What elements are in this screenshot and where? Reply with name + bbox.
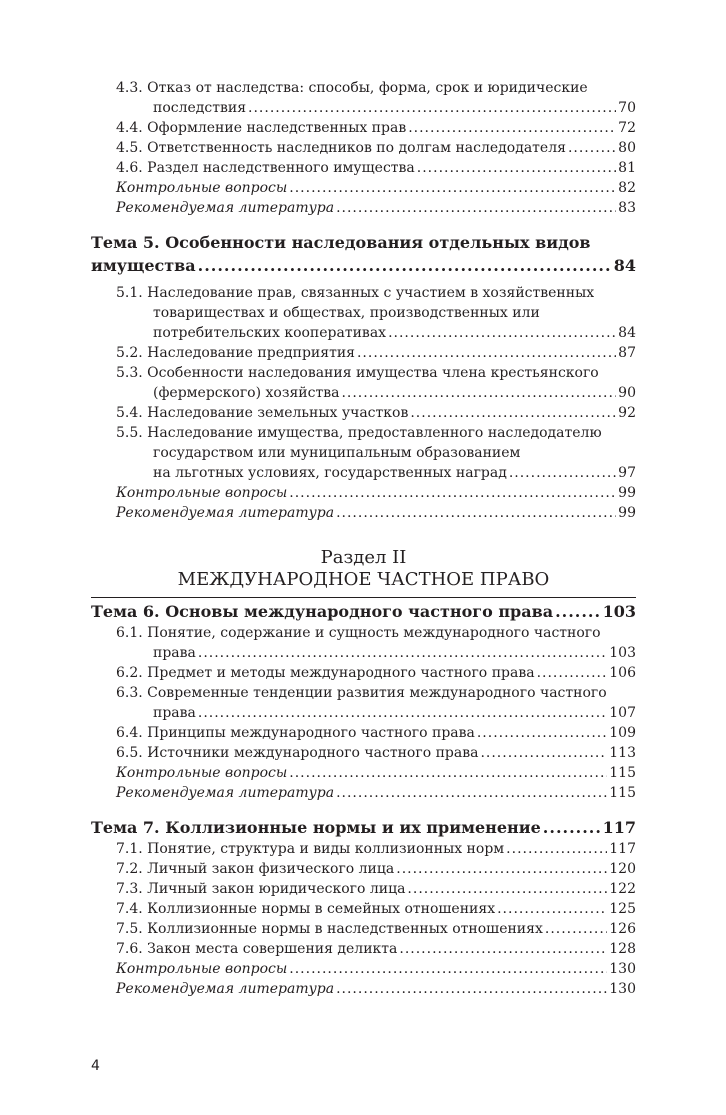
dot-leader	[336, 198, 616, 218]
dot-leader	[407, 879, 607, 899]
toc-page-number: 106	[609, 665, 636, 681]
toc-topic-6[interactable]	[91, 600, 636, 623]
table-of-contents	[91, 78, 636, 999]
toc-page-number: 115	[609, 765, 636, 781]
toc-entry-title: 4.5. Ответственность наследников по долгам наследодателя	[116, 140, 566, 156]
toc-page-number: 90	[618, 385, 636, 401]
toc-page-number: 70	[618, 100, 636, 116]
toc-entry-title: 7.6. Закон места совершения деликта	[116, 941, 398, 957]
toc-entry-6-2[interactable]	[91, 663, 636, 683]
page-number: 4	[91, 1058, 100, 1074]
dot-leader	[357, 343, 616, 363]
dot-leader	[198, 703, 607, 723]
toc-entry-title: 5.1. Наследование прав, связанных с участием в хозяйственных	[116, 285, 595, 301]
toc-entry-title: 5.3. Особенности наследования имущества члена крестьянского	[116, 365, 599, 381]
toc-topic-title: имущества	[91, 256, 196, 275]
toc-entry-4-3[interactable]	[91, 78, 636, 118]
dot-leader	[341, 383, 616, 403]
toc-entry-literature-4[interactable]	[91, 198, 636, 218]
toc-page-number: 83	[618, 200, 636, 216]
toc-entry-title: последствия	[153, 100, 247, 116]
dot-leader	[537, 663, 608, 683]
toc-entry-7-1[interactable]	[91, 839, 636, 859]
toc-page-number: 80	[618, 140, 636, 156]
toc-entry-title: 6.5. Источники международного частного права	[116, 745, 479, 761]
toc-page-number: 81	[618, 160, 636, 176]
toc-entry-title: 7.2. Личный закон физического лица	[116, 861, 395, 877]
toc-entry-7-6[interactable]	[91, 939, 636, 959]
dot-leader	[399, 939, 607, 959]
toc-entry-title: государством или муниципальным образованием	[153, 445, 521, 461]
toc-page-number: 125	[609, 901, 636, 917]
dot-leader	[568, 138, 616, 158]
toc-entry-title: Контрольные вопросы	[116, 961, 288, 977]
toc-entry-4-4[interactable]	[91, 118, 636, 138]
toc-entry-title: 4.6. Раздел наследственного имущества	[116, 160, 415, 176]
toc-entry-title: 7.1. Понятие, структура и виды коллизионных норм	[116, 841, 505, 857]
dot-leader	[336, 503, 616, 523]
toc-entry-title: 6.4. Принципы международного частного права	[116, 725, 475, 741]
toc-entry-6-4[interactable]	[91, 723, 636, 743]
toc-entry-title: 6.1. Понятие, содержание и сущность международного частного	[116, 625, 601, 641]
toc-entry-title: товариществах и обществах, производственных или	[153, 305, 540, 321]
toc-page-number: 97	[618, 465, 636, 481]
toc-page-number: 92	[618, 405, 636, 421]
toc-page-number: 120	[609, 861, 636, 877]
dot-leader	[555, 600, 601, 623]
toc-entry-title: 7.3. Личный закон юридического лица	[116, 881, 406, 897]
toc-entry-title: 7.5. Коллизионные нормы в наследственных отношениях	[116, 921, 543, 937]
toc-entry-title: 7.4. Коллизионные нормы в семейных отношениях	[116, 901, 496, 917]
toc-page-number: 103	[602, 602, 636, 621]
toc-page-number: 103	[609, 645, 636, 661]
toc-entry-title: 4.3. Отказ от наследства: способы, форма, срок и юридические	[116, 80, 588, 96]
toc-entry-literature-7[interactable]	[91, 979, 636, 999]
toc-entry-6-5[interactable]	[91, 743, 636, 763]
dot-leader	[289, 483, 616, 503]
toc-entry-5-3[interactable]	[91, 363, 636, 403]
dot-leader	[198, 643, 607, 663]
dot-leader	[396, 859, 607, 879]
toc-entry-literature-5[interactable]	[91, 503, 636, 523]
dot-leader	[506, 839, 607, 859]
toc-entry-title: Контрольные вопросы	[116, 180, 288, 196]
dot-leader	[477, 723, 607, 743]
toc-page-number: 109	[609, 725, 636, 741]
section-title: МЕЖДУНАРОДНОЕ ЧАСТНОЕ ПРАВО	[177, 569, 550, 590]
dot-leader	[198, 254, 612, 277]
toc-page-number: 117	[602, 818, 636, 837]
toc-entry-title: права	[153, 645, 196, 661]
toc-entry-title: Контрольные вопросы	[116, 485, 288, 501]
toc-page-number: 84	[613, 256, 636, 275]
toc-page-number: 99	[618, 505, 636, 521]
dot-leader	[388, 323, 616, 343]
toc-entry-7-2[interactable]	[91, 859, 636, 879]
toc-page-number: 117	[609, 841, 636, 857]
toc-entry-title: 6.2. Предмет и методы международного частного права	[116, 665, 535, 681]
toc-entry-literature-6[interactable]	[91, 783, 636, 803]
dot-leader	[480, 743, 607, 763]
toc-entry-title: 6.3. Современные тенденции развития международного частного	[116, 685, 607, 701]
toc-page-number: 82	[618, 180, 636, 196]
dot-leader	[336, 783, 607, 803]
dot-leader	[336, 979, 607, 999]
toc-entry-questions-7[interactable]	[91, 959, 636, 979]
toc-entry-title: Рекомендуемая литература	[116, 785, 335, 801]
toc-entry-title: 5.4. Наследование земельных участков	[116, 405, 409, 421]
toc-entry-4-6[interactable]	[91, 158, 636, 178]
toc-entry-5-2[interactable]	[91, 343, 636, 363]
toc-page-number: 128	[609, 941, 636, 957]
dot-leader	[497, 899, 607, 919]
dot-leader	[289, 178, 616, 198]
toc-page-number: 126	[609, 921, 636, 937]
toc-entry-questions-5[interactable]	[91, 483, 636, 503]
dot-leader	[543, 816, 601, 839]
toc-page-number: 130	[609, 981, 636, 997]
toc-entry-title: 4.4. Оформление наследственных прав	[116, 120, 407, 136]
dot-leader	[289, 763, 607, 783]
toc-entry-title: потребительских кооперативах	[153, 325, 387, 341]
toc-topic-7[interactable]	[91, 816, 636, 839]
toc-page-number: 115	[609, 785, 636, 801]
toc-entry-5-4[interactable]	[91, 403, 636, 423]
toc-entry-title: Рекомендуемая литература	[116, 505, 335, 521]
toc-page-number: 84	[618, 325, 636, 341]
toc-entry-5-5[interactable]	[91, 423, 636, 483]
dot-leader	[509, 463, 616, 483]
toc-entry-title: Контрольные вопросы	[116, 765, 288, 781]
toc-entry-title: права	[153, 705, 196, 721]
dot-leader	[289, 959, 607, 979]
dot-leader	[545, 919, 607, 939]
toc-page-number: 113	[609, 745, 636, 761]
toc-entry-7-3[interactable]	[91, 879, 636, 899]
dot-leader	[417, 158, 616, 178]
toc-entry-title: 5.5. Наследование имущества, предоставленного наследодателю	[116, 425, 602, 441]
toc-entry-questions-6[interactable]	[91, 763, 636, 783]
toc-page-number: 99	[618, 485, 636, 501]
toc-topic-title: Тема 6. Основы международного частного права	[91, 602, 554, 621]
toc-entry-title: Рекомендуемая литература	[116, 981, 335, 997]
toc-entry-title: на льготных условиях, государственных наград	[153, 465, 507, 481]
toc-topic-5[interactable]	[91, 231, 636, 277]
toc-page-number: 107	[609, 705, 636, 721]
toc-page-number: 130	[609, 961, 636, 977]
toc-entry-4-5[interactable]	[91, 138, 636, 158]
toc-topic-title: Тема 5. Особенности наследования отдельных видов	[91, 233, 591, 252]
toc-page-number: 72	[618, 120, 636, 136]
toc-entry-6-1[interactable]	[91, 623, 636, 663]
toc-entry-title: Рекомендуемая литература	[116, 200, 335, 216]
toc-page-number: 122	[609, 881, 636, 897]
dot-leader	[410, 403, 616, 423]
toc-entry-7-5[interactable]	[91, 919, 636, 939]
toc-entry-5-1[interactable]	[91, 283, 636, 343]
toc-entry-7-4[interactable]	[91, 899, 636, 919]
dot-leader	[248, 98, 616, 118]
dot-leader	[408, 118, 616, 138]
section-divider	[91, 597, 636, 598]
toc-page-number: 87	[618, 345, 636, 361]
toc-entry-6-3[interactable]	[91, 683, 636, 723]
toc-entry-title: 5.2. Наследование предприятия	[116, 345, 355, 361]
section-label: Раздел II	[320, 547, 407, 568]
toc-topic-title: Тема 7. Коллизионные нормы и их применение	[91, 818, 541, 837]
toc-entry-title: (фермерского) хозяйства	[153, 385, 340, 401]
toc-entry-questions-4[interactable]	[91, 178, 636, 198]
